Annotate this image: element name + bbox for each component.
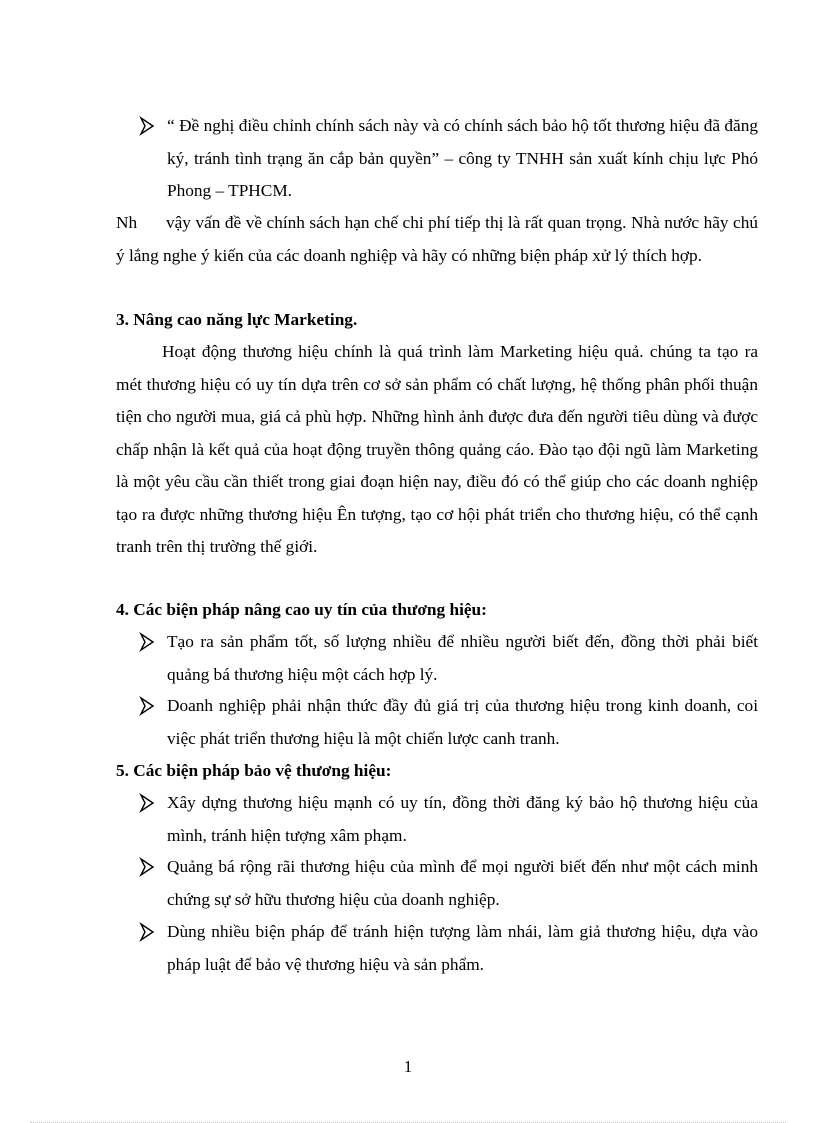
section-paragraph-3 xyxy=(116,336,758,564)
section-heading-3: 3. Nâng cao năng lực Marketing. xyxy=(116,310,358,329)
arrow-bullet-icon xyxy=(138,916,158,948)
bullet-item xyxy=(138,787,758,852)
bullet-text: Dùng nhiều biện pháp để tránh hiện tượng làm nhái, làm giả thương hiệu, dựa vào pháp luật để bảo vệ thương hiệu và sản phẩm. xyxy=(167,922,758,974)
paragraph-conclusion xyxy=(116,207,758,272)
paragraph-prefix: Nh xyxy=(116,213,138,232)
bullet-item xyxy=(138,916,758,981)
bullet-text: Tạo ra sản phẩm tốt, số lượng nhiều để nhiều người biết đến, đồng thời phải biết quảng bá thương hiệu một cách hợp lý. xyxy=(167,632,758,684)
arrow-bullet-icon xyxy=(138,851,158,883)
arrow-bullet-icon xyxy=(138,690,158,722)
bullet-item xyxy=(138,851,758,916)
bullet-text: Xây dựng thương hiệu mạnh có uy tín, đồng thời đăng ký bảo hộ thương hiệu của mình, tránh hiện tượng xâm phạm. xyxy=(167,793,758,845)
page-number: 1 xyxy=(403,1057,413,1076)
arrow-bullet-icon xyxy=(138,110,158,142)
section-heading-4: 4. Các biện pháp nâng cao uy tín của thương hiệu: xyxy=(116,600,487,619)
bullet-text: Quảng bá rộng rãi thương hiệu của mình để mọi người biết đến như một cách minh chứng sự sở hữu thương hiệu của doanh nghiệp. xyxy=(167,857,758,909)
arrow-bullet-icon xyxy=(138,787,158,819)
bullet-text: Doanh nghiệp phải nhận thức đầy đủ giá trị của thương hiệu trong kinh doanh, coi việc phát triển thương hiệu là một chiến lược canh tranh. xyxy=(167,696,758,748)
bullet-text: “ Đề nghị điều chỉnh chính sách này và có chính sách bảo hộ tốt thương hiệu đã đăng ký, tránh tình trạng ăn cắp bản quyền” – công ty TNHH sản xuất kính chịu lực Phó Phong – TPHCM. xyxy=(167,116,758,200)
arrow-bullet-icon xyxy=(138,626,158,658)
bullet-item-top xyxy=(138,110,758,208)
bullet-item xyxy=(138,690,758,755)
paragraph-text: vậy vấn đề về chính sách hạn chế chi phí tiếp thị là rất quan trọng. Nhà nước hãy chú ý lắng nghe ý kiến của các doanh nghiệp và hãy có những biện pháp xử lý thích hợp. xyxy=(116,213,758,265)
paragraph-text: Hoạt động thương hiệu chính là quá trình làm Marketing hiệu quả. chúng ta tạo ra mét thương hiệu có uy tín dựa trên cơ sở sản phẩm có chất lượng, hệ thống phân phối thuận tiện cho người mua, giá cả phù hợp. Những hình ảnh được đưa đến người tiêu dùng và được chấp nhận là kết quả của hoạt động truyền thông quảng cáo. Đào tạo đội ngũ làm Marketing là một yêu cầu cần thiết trong giai đoạn hiện nay, điều đó có thể giúp cho các doanh nghiệp tạo ra được những thương hiệu Ên tượng, tạo cơ hội phát triển cho thương hiệu, có thể cạnh tranh trên thị trường thế giới. xyxy=(116,342,758,556)
bullet-item xyxy=(138,626,758,691)
section-heading-5: 5. Các biện pháp bảo vệ thương hiệu: xyxy=(116,761,392,780)
